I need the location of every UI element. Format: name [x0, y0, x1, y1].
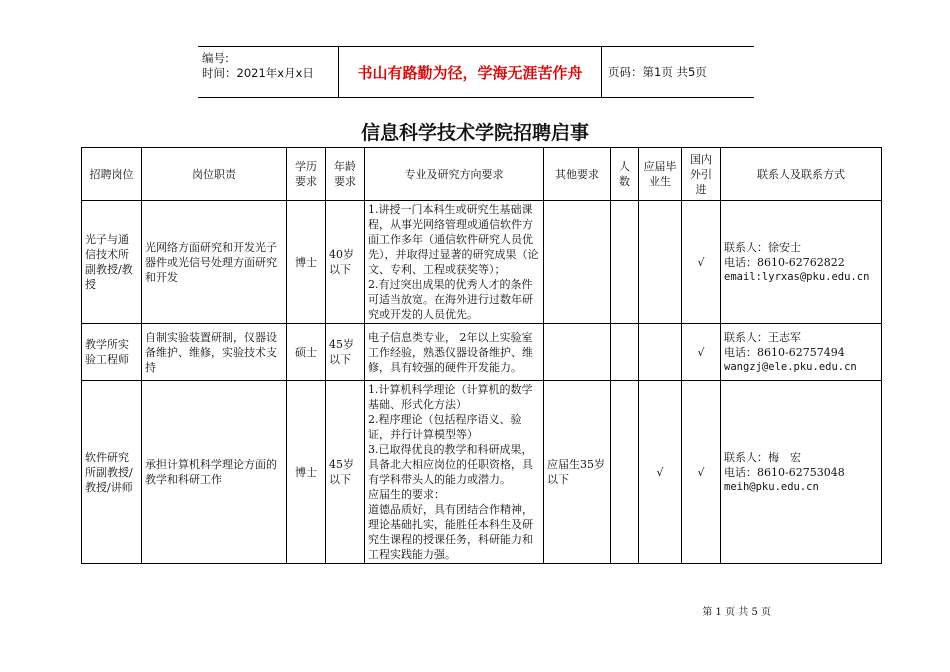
number-label: 编号:	[202, 51, 229, 65]
degree-cell: 博士	[287, 201, 326, 324]
col-header: 人数	[611, 148, 639, 201]
position-cell: 光子与通信技术所副教授/教授	[82, 201, 142, 324]
contact-name: 联系人：梅 宏	[724, 450, 801, 464]
age-cell: 45岁以下	[326, 381, 365, 564]
age-cell: 40岁以下	[326, 201, 365, 324]
col-header: 招聘岗位	[82, 148, 142, 201]
major-cell: 电子信息类专业， 2年以上实验室工作经验，熟悉仪器设备维护、维修，具有较强的硬件开发能力。	[365, 324, 544, 381]
abroad-cell: √	[682, 201, 721, 324]
other-cell: 应届生35岁以下	[544, 381, 611, 564]
position-cell: 教学所实验工程师	[82, 324, 142, 381]
header-meta	[198, 47, 339, 97]
col-header: 年龄要求	[326, 148, 365, 201]
duty-cell: 光网络方面研究和开发光子器件或光信号处理方面研究和开发	[142, 201, 287, 324]
degree-cell: 硕士	[287, 324, 326, 381]
col-header: 学历要求	[287, 148, 326, 201]
count-cell	[611, 381, 639, 564]
col-header: 专业及研究方向要求	[365, 148, 544, 201]
col-header: 岗位职责	[142, 148, 287, 201]
degree-cell: 博士	[287, 381, 326, 564]
position-cell: 软件研究所副教授/教授/讲师	[82, 381, 142, 564]
contact-name: 联系人：徐安士	[724, 240, 801, 254]
graduate-cell	[639, 201, 682, 324]
major-cell: 1.计算机科学理论（计算机的数学基础、形式化方法） 2.程序理论（包括程序语义、验证，并行计算模型等） 3.已取得优良的教学和科研成果，具备北大相应岗位的任职资格，具有学科带头人的能力或潜力。 应届生的要求： 道德品质好，具有团结合作精神，理论基础扎实，能胜任本科生及研究生课程的授课任务，科研能力和工程实践能力强。	[365, 381, 544, 564]
contact-phone: 电话：8610-62753048	[724, 465, 845, 479]
page-footer: 第 1 页 共 5 页	[702, 607, 771, 618]
page-title: 信息科学技术学院招聘启事	[360, 122, 589, 144]
header-slogan: 书山有路勤为径，学海无涯苦作舟	[339, 47, 602, 97]
recruitment-table	[81, 147, 882, 564]
page-label: 页码：第1页 共5页	[608, 65, 707, 79]
duty-cell: 承担计算机科学理论方面的教学和科研工作	[142, 381, 287, 564]
col-header: 联系人及联系方式	[721, 148, 882, 201]
table-row	[82, 381, 882, 564]
contact-email[interactable]: meih@pku.edu.cn	[724, 480, 819, 493]
count-cell	[611, 324, 639, 381]
graduate-cell	[639, 324, 682, 381]
abroad-cell: √	[682, 381, 721, 564]
contact-email[interactable]: wangzj@ele.pku.edu.cn	[724, 360, 857, 373]
col-header: 国内外引进	[682, 148, 721, 201]
age-cell: 45岁以下	[326, 324, 365, 381]
major-cell: 1.讲授一门本科生或研究生基础课程，从事光网络管理或通信软件方面工作多年（通信软件研究人员优先），并取得过显著的研究成果（论文、专利、工程或获奖等）； 2.有过突出成果的优秀人才的条件可适当放宽。在海外进行过数年研究或开发的人员优先。	[365, 201, 544, 324]
contact-name: 联系人：王志军	[724, 330, 801, 344]
graduate-cell: √	[639, 381, 682, 564]
date-label: 时间：2021年x月x日	[202, 66, 314, 80]
table-header-row	[82, 148, 882, 201]
col-header: 应届毕业生	[639, 148, 682, 201]
table-row	[82, 201, 882, 324]
contact-cell	[721, 381, 882, 564]
count-cell	[611, 201, 639, 324]
contact-email[interactable]: email:lyrxas@pku.edu.cn	[724, 270, 870, 283]
contact-phone: 电话：8610-62762822	[724, 255, 845, 269]
duty-cell: 自制实验装置研制，仪器设备维护、维修，实验技术支持	[142, 324, 287, 381]
other-cell	[544, 324, 611, 381]
document-header	[198, 46, 754, 98]
abroad-cell: √	[682, 324, 721, 381]
other-cell	[544, 201, 611, 324]
col-header: 其他要求	[544, 148, 611, 201]
contact-cell	[721, 201, 882, 324]
contact-phone: 电话：8610-62757494	[724, 345, 845, 359]
table-row	[82, 324, 882, 381]
contact-cell	[721, 324, 882, 381]
